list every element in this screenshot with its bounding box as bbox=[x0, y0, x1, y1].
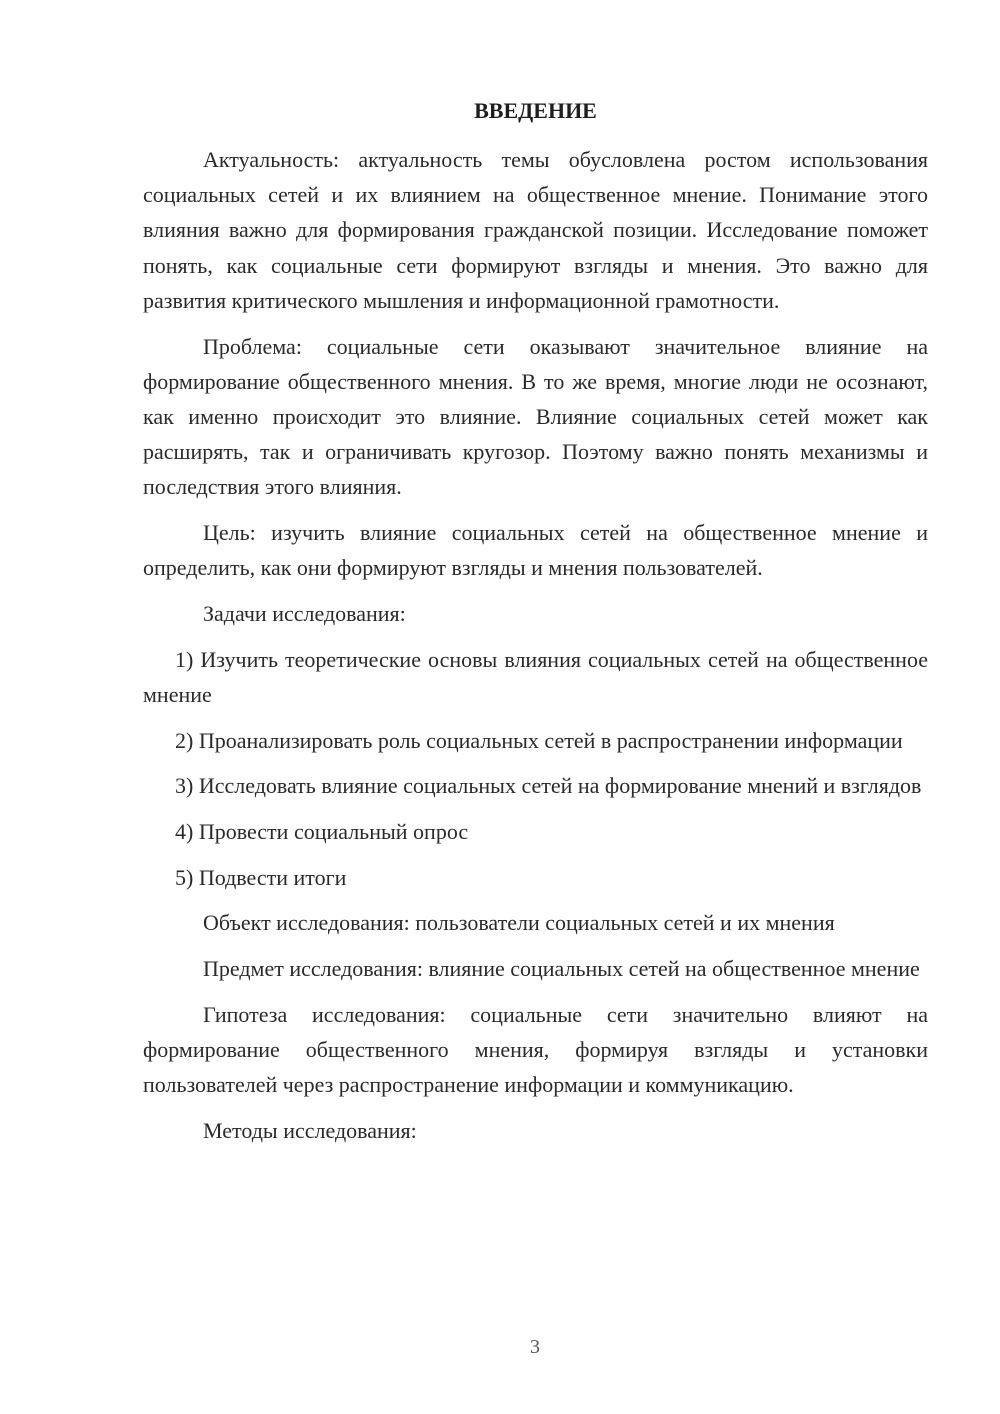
paragraph-problem: Проблема: социальные сети оказывают значительное влияние на формирование общественного мнения. В то же время, многие люди не осознают, как именно происходит это влияние. Влияние социальных сетей может как расширять, так и ограничивать кругозор. Поэтому важно понять механизмы и последствия этого влияния. bbox=[143, 333, 928, 500]
page-number: 3 bbox=[530, 1336, 540, 1358]
paragraph-relevance: Актуальность: актуальность темы обусловлена ростом использования социальных сетей и их влиянием на общественное мнение. Понимание этого влияния важно для формирования гражданской позиции. Исследование поможет понять, как социальные сети формируют взгляды и мнения. Это важно для развития критического мышления и информационной грамотности. bbox=[143, 147, 928, 313]
body-text bbox=[143, 142, 928, 1159]
task-item-5: 5) Подвести итоги bbox=[175, 864, 347, 890]
task-item-4: 4) Провести социальный опрос bbox=[175, 818, 469, 844]
methods-heading: Методы исследования: bbox=[203, 1117, 417, 1143]
task-item-2: 2) Проанализировать роль социальных сетей в распространении информации bbox=[175, 727, 903, 753]
section-title: ВВЕДЕНИЕ bbox=[474, 98, 597, 123]
task-item-3: 3) Исследовать влияние социальных сетей на формирование мнений и взглядов bbox=[175, 773, 922, 799]
paragraph-object: Объект исследования: пользователи социальных сетей и их мнения bbox=[203, 910, 835, 936]
paragraph-hypothesis: Гипотеза исследования: социальные сети значительно влияют на формирование общественного мнения, формируя взгляды и установки пользователей через распространение информации и коммуникацию. bbox=[143, 1001, 928, 1098]
paragraph-goal: Цель: изучить влияние социальных сетей на общественное мнение и определить, как они формируют взгляды и мнения пользователей. bbox=[143, 520, 928, 581]
tasks-heading: Задачи исследования: bbox=[203, 600, 406, 626]
task-item-1: 1) Изучить теоретические основы влияния социальных сетей на общественное мнение bbox=[143, 646, 928, 707]
paragraph-subject: Предмет исследования: влияние социальных сетей на общественное мнение bbox=[203, 956, 920, 982]
